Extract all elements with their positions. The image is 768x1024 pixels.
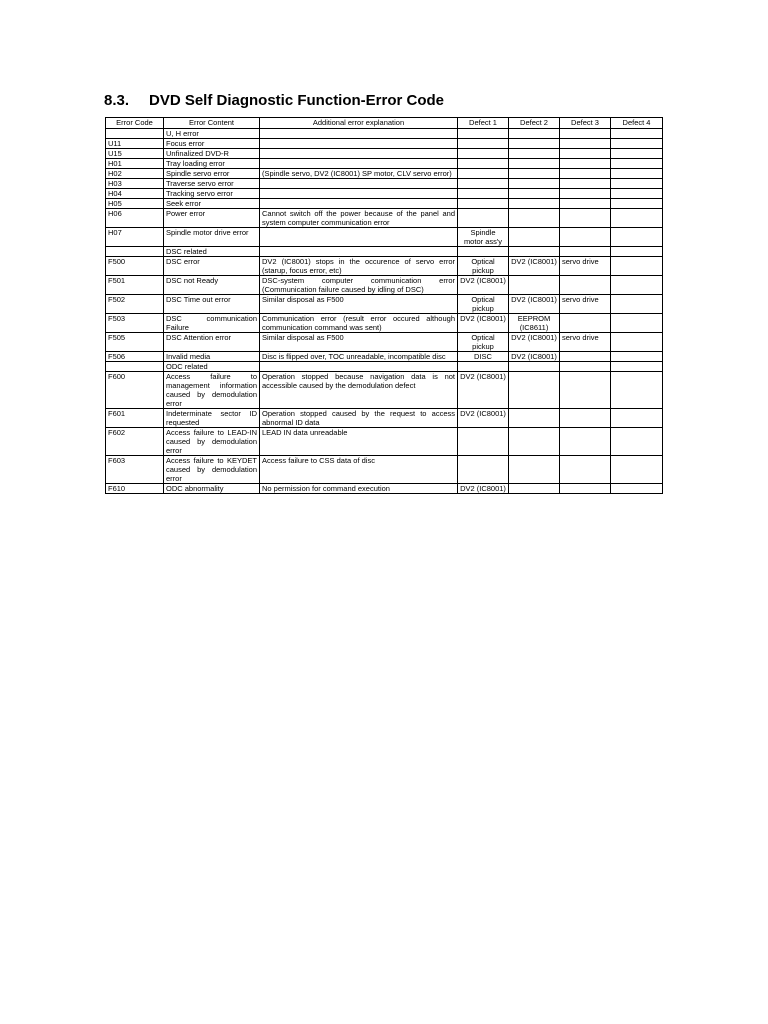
cell-error-code: F503: [106, 314, 164, 333]
header-error-code: Error Code: [106, 118, 164, 129]
cell-defect-2: [509, 179, 560, 189]
cell-explanation: [260, 199, 458, 209]
cell-error-code: F501: [106, 276, 164, 295]
table-row: [106, 169, 663, 179]
table-row: [106, 189, 663, 199]
cell-error-content: DSC Attention error: [164, 333, 260, 352]
cell-error-content: Access failure to management information caused by demodulation error: [164, 372, 260, 409]
cell-defect-1: [458, 169, 509, 179]
table-row: [106, 314, 663, 333]
cell-explanation: Disc is flipped over, TOC unreadable, incompatible disc: [260, 352, 458, 362]
cell-defect-4: [611, 149, 663, 159]
cell-defect-3: servo drive: [560, 295, 611, 314]
cell-defect-1: DV2 (IC8001): [458, 276, 509, 295]
cell-error-code: H02: [106, 169, 164, 179]
table-row: [106, 247, 663, 257]
cell-defect-3: [560, 362, 611, 372]
cell-defect-2: [509, 189, 560, 199]
cell-defect-3: [560, 139, 611, 149]
cell-defect-3: [560, 314, 611, 333]
cell-error-code: U11: [106, 139, 164, 149]
cell-explanation: [260, 247, 458, 257]
cell-defect-3: servo drive: [560, 333, 611, 352]
cell-error-content: Traverse servo error: [164, 179, 260, 189]
table-row: [106, 484, 663, 494]
cell-defect-2: [509, 484, 560, 494]
cell-defect-4: [611, 352, 663, 362]
cell-explanation: Similar disposal as F500: [260, 333, 458, 352]
cell-error-code: H05: [106, 199, 164, 209]
cell-error-code: H06: [106, 209, 164, 228]
cell-error-content: DSC error: [164, 257, 260, 276]
cell-defect-4: [611, 129, 663, 139]
cell-error-content: Power error: [164, 209, 260, 228]
table-row: [106, 333, 663, 352]
table-row: [106, 199, 663, 209]
cell-explanation: Similar disposal as F500: [260, 295, 458, 314]
cell-defect-4: [611, 139, 663, 149]
cell-defect-2: [509, 409, 560, 428]
cell-explanation: Operation stopped caused by the request to access abnormal ID data: [260, 409, 458, 428]
cell-defect-3: [560, 456, 611, 484]
cell-defect-1: Optical pickup: [458, 295, 509, 314]
cell-explanation: [260, 159, 458, 169]
header-additional-explanation: Additional error explanation: [260, 118, 458, 129]
cell-error-content: Spindle motor drive error: [164, 228, 260, 247]
cell-defect-2: [509, 428, 560, 456]
cell-defect-1: DV2 (IC8001): [458, 314, 509, 333]
cell-defect-1: [458, 428, 509, 456]
cell-explanation: [260, 179, 458, 189]
header-defect-3: Defect 3: [560, 118, 611, 129]
cell-error-content: ODC related: [164, 362, 260, 372]
cell-defect-1: [458, 139, 509, 149]
header-defect-2: Defect 2: [509, 118, 560, 129]
cell-error-content: Tracking servo error: [164, 189, 260, 199]
cell-error-content: Access failure to KEYDET caused by demodulation error: [164, 456, 260, 484]
cell-error-code: F506: [106, 352, 164, 362]
cell-error-content: DSC not Ready: [164, 276, 260, 295]
cell-defect-2: [509, 372, 560, 409]
cell-explanation: DV2 (IC8001) stops in the occurence of servo error (starup, focus error, etc): [260, 257, 458, 276]
cell-defect-1: DV2 (IC8001): [458, 409, 509, 428]
cell-error-content: U, H error: [164, 129, 260, 139]
cell-defect-3: [560, 169, 611, 179]
cell-explanation: [260, 228, 458, 247]
cell-defect-1: DV2 (IC8001): [458, 484, 509, 494]
table-row: [106, 352, 663, 362]
section-heading: [104, 92, 444, 109]
table-body: [106, 129, 663, 494]
table-row: [106, 129, 663, 139]
cell-explanation: Operation stopped because navigation data is not accessible caused by the demodulation defect: [260, 372, 458, 409]
cell-defect-2: [509, 199, 560, 209]
cell-explanation: [260, 139, 458, 149]
cell-defect-2: EEPROM (IC8611): [509, 314, 560, 333]
cell-error-code: F602: [106, 428, 164, 456]
section-number: 8.3.: [104, 92, 130, 109]
cell-defect-4: [611, 428, 663, 456]
cell-defect-3: [560, 352, 611, 362]
cell-error-code: [106, 129, 164, 139]
cell-defect-1: [458, 456, 509, 484]
cell-defect-4: [611, 199, 663, 209]
cell-defect-1: [458, 362, 509, 372]
table-row: [106, 362, 663, 372]
cell-defect-2: DV2 (IC8001): [509, 257, 560, 276]
cell-defect-4: [611, 314, 663, 333]
cell-defect-4: [611, 179, 663, 189]
cell-error-content: DSC Time out error: [164, 295, 260, 314]
cell-error-content: DSC related: [164, 247, 260, 257]
cell-defect-4: [611, 295, 663, 314]
cell-defect-1: [458, 199, 509, 209]
cell-defect-3: [560, 209, 611, 228]
cell-defect-3: [560, 149, 611, 159]
section-title: DVD Self Diagnostic Function-Error Code: [149, 92, 445, 109]
cell-defect-4: [611, 333, 663, 352]
table-row: [106, 139, 663, 149]
table-row: [106, 456, 663, 484]
cell-defect-1: DISC: [458, 352, 509, 362]
cell-defect-1: [458, 189, 509, 199]
table-row: [106, 428, 663, 456]
cell-explanation: Communication error (result error occured although communication command was sent): [260, 314, 458, 333]
cell-error-code: H07: [106, 228, 164, 247]
cell-defect-2: [509, 247, 560, 257]
cell-error-code: F502: [106, 295, 164, 314]
cell-defect-4: [611, 456, 663, 484]
cell-defect-1: [458, 129, 509, 139]
cell-defect-2: [509, 169, 560, 179]
cell-explanation: Access failure to CSS data of disc: [260, 456, 458, 484]
cell-defect-2: [509, 159, 560, 169]
cell-explanation: [260, 189, 458, 199]
cell-defect-2: [509, 228, 560, 247]
cell-defect-4: [611, 247, 663, 257]
cell-defect-3: [560, 159, 611, 169]
cell-error-code: F603: [106, 456, 164, 484]
cell-explanation: No permission for command execution: [260, 484, 458, 494]
cell-defect-1: [458, 179, 509, 189]
cell-error-content: Seek error: [164, 199, 260, 209]
cell-defect-4: [611, 169, 663, 179]
cell-defect-1: [458, 149, 509, 159]
cell-defect-1: Optical pickup: [458, 257, 509, 276]
cell-defect-3: [560, 409, 611, 428]
table-row: [106, 295, 663, 314]
cell-defect-4: [611, 189, 663, 199]
cell-error-content: DSC communication Failure: [164, 314, 260, 333]
cell-explanation: [260, 362, 458, 372]
cell-defect-4: [611, 372, 663, 409]
cell-error-code: F505: [106, 333, 164, 352]
cell-defect-3: [560, 129, 611, 139]
cell-explanation: [260, 129, 458, 139]
cell-error-content: Tray loading error: [164, 159, 260, 169]
cell-error-code: [106, 362, 164, 372]
cell-defect-2: DV2 (IC8001): [509, 352, 560, 362]
table-header-row: [106, 118, 663, 129]
cell-defect-1: DV2 (IC8001): [458, 372, 509, 409]
cell-defect-2: [509, 456, 560, 484]
cell-defect-1: Optical pickup: [458, 333, 509, 352]
cell-defect-3: [560, 428, 611, 456]
header-defect-4: Defect 4: [611, 118, 663, 129]
cell-defect-2: DV2 (IC8001): [509, 295, 560, 314]
cell-defect-3: [560, 189, 611, 199]
cell-error-code: F601: [106, 409, 164, 428]
cell-error-content: Focus error: [164, 139, 260, 149]
table-row: [106, 159, 663, 169]
cell-error-content: Indeterminate sector ID requested: [164, 409, 260, 428]
cell-defect-1: [458, 209, 509, 228]
cell-error-code: F600: [106, 372, 164, 409]
cell-error-code: H04: [106, 189, 164, 199]
table-row: [106, 228, 663, 247]
header-defect-1: Defect 1: [458, 118, 509, 129]
table-row: [106, 257, 663, 276]
table-row: [106, 372, 663, 409]
table-row: [106, 409, 663, 428]
cell-error-code: F610: [106, 484, 164, 494]
cell-defect-1: Spindle motor ass'y: [458, 228, 509, 247]
cell-defect-3: [560, 199, 611, 209]
cell-defect-4: [611, 276, 663, 295]
cell-defect-2: [509, 362, 560, 372]
cell-defect-4: [611, 484, 663, 494]
cell-defect-2: [509, 276, 560, 295]
table-row: [106, 276, 663, 295]
cell-explanation: (Spindle servo, DV2 (IC8001) SP motor, CLV servo error): [260, 169, 458, 179]
cell-defect-3: [560, 276, 611, 295]
cell-explanation: LEAD IN data unreadable: [260, 428, 458, 456]
cell-defect-3: [560, 247, 611, 257]
cell-error-content: Spindle servo error: [164, 169, 260, 179]
cell-defect-3: servo drive: [560, 257, 611, 276]
cell-defect-2: DV2 (IC8001): [509, 333, 560, 352]
cell-error-code: H03: [106, 179, 164, 189]
cell-error-content: ODC abnormality: [164, 484, 260, 494]
cell-explanation: Cannot switch off the power because of the panel and system computer communication error: [260, 209, 458, 228]
cell-defect-2: [509, 209, 560, 228]
header-error-content: Error Content: [164, 118, 260, 129]
cell-defect-3: [560, 228, 611, 247]
cell-defect-4: [611, 362, 663, 372]
cell-defect-2: [509, 149, 560, 159]
table-row: [106, 179, 663, 189]
cell-defect-3: [560, 484, 611, 494]
cell-defect-4: [611, 209, 663, 228]
cell-defect-3: [560, 372, 611, 409]
cell-error-code: [106, 247, 164, 257]
cell-defect-4: [611, 257, 663, 276]
cell-defect-4: [611, 228, 663, 247]
cell-explanation: DSC-system computer communication error (Communication failure caused by idling of DSC): [260, 276, 458, 295]
table-row: [106, 149, 663, 159]
cell-defect-4: [611, 159, 663, 169]
cell-defect-2: [509, 139, 560, 149]
cell-defect-4: [611, 409, 663, 428]
cell-defect-3: [560, 179, 611, 189]
cell-explanation: [260, 149, 458, 159]
cell-error-content: Invalid media: [164, 352, 260, 362]
cell-error-code: U15: [106, 149, 164, 159]
cell-error-code: F500: [106, 257, 164, 276]
cell-defect-1: [458, 247, 509, 257]
cell-defect-1: [458, 159, 509, 169]
cell-error-code: H01: [106, 159, 164, 169]
cell-error-content: Access failure to LEAD-IN caused by demodulation error: [164, 428, 260, 456]
cell-error-content: Unfinalized DVD-R: [164, 149, 260, 159]
table-row: [106, 209, 663, 228]
cell-defect-2: [509, 129, 560, 139]
error-code-table: [105, 117, 663, 494]
